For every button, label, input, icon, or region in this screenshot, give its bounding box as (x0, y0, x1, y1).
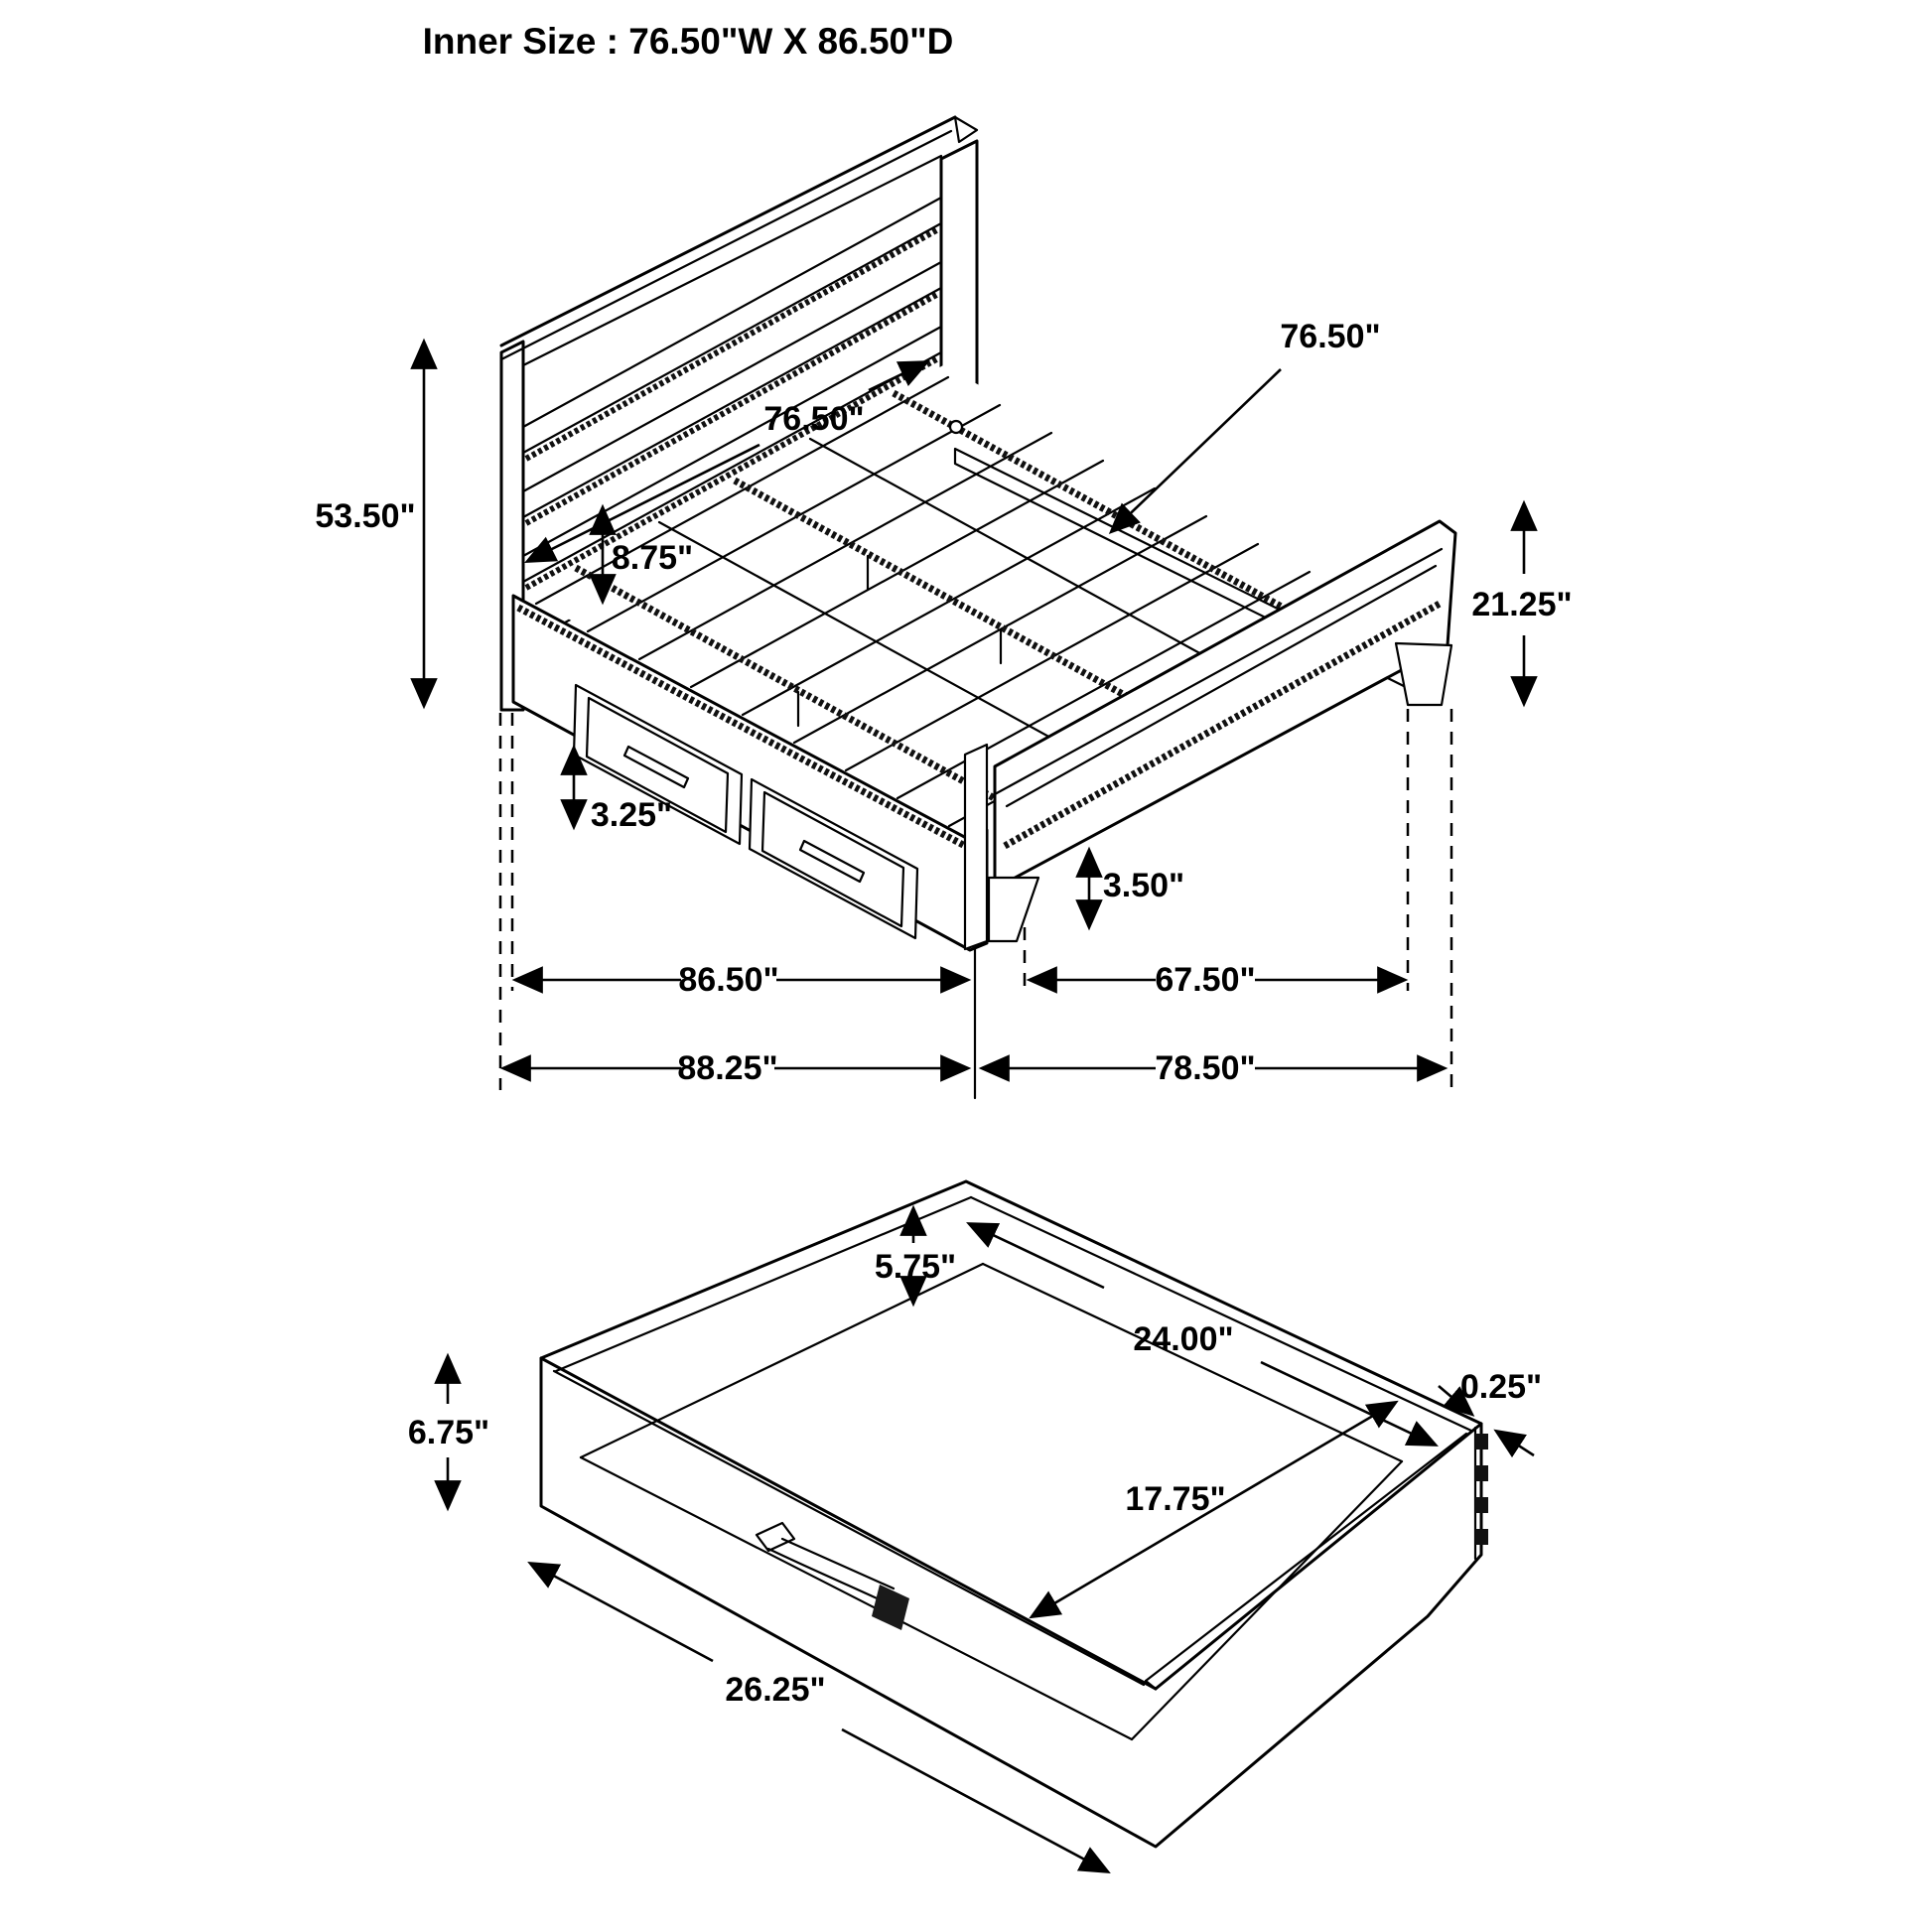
drawer-body (541, 1181, 1481, 1847)
dim-outer-depth-label: 88.25" (677, 1049, 778, 1087)
dim-drawer-inner-height-label: 5.75" (874, 1248, 957, 1286)
dim-leg-clearance (1089, 851, 1184, 926)
bed-frame-diagram (315, 117, 1572, 1098)
dim-foot-outer-width (983, 1049, 1444, 1087)
dim-foot-inner-width (1031, 961, 1404, 999)
dim-foot-inner-width-label: 67.50" (1155, 961, 1256, 999)
dim-drawer-offset-label: 3.25" (590, 796, 673, 834)
dim-foot-outer-width-label: 78.50" (1155, 1049, 1256, 1087)
footboard-left-leg (989, 878, 1038, 941)
dim-leg-clearance-label: 3.50" (1102, 867, 1185, 904)
footboard-right-leg (1396, 643, 1451, 705)
dim-drawer-outer-width-label: 26.25" (725, 1671, 826, 1709)
corner-bolt (950, 421, 962, 433)
dim-rail-to-slat-label: 8.75" (611, 539, 694, 577)
dim-footboard-height (1471, 504, 1572, 703)
dim-outer-depth (504, 1049, 967, 1087)
dim-headboard-height-label: 53.50" (315, 497, 416, 535)
dim-inner-depth (516, 961, 967, 999)
storage-drawer-diagram (408, 1181, 1542, 1871)
dim-headboard-width-label: 76.50" (763, 400, 865, 438)
dim-drawer-outer-height-label: 6.75" (407, 1414, 490, 1451)
dim-footboard-height-label: 21.25" (1471, 586, 1573, 623)
dim-drawer-inner-width-label: 24.00" (1133, 1320, 1234, 1358)
page-title: Inner Size : 76.50"W X 86.50"D (422, 21, 954, 62)
dim-drawer-inner-depth-label: 17.75" (1125, 1480, 1226, 1518)
dim-wall-thickness-label: 0.25" (1459, 1368, 1543, 1406)
dim-inner-depth-label: 86.50" (678, 961, 779, 999)
footboard-corner-stile (965, 745, 987, 949)
dim-drawer-outer-height (408, 1357, 489, 1507)
dim-headboard-height (315, 343, 424, 705)
dim-slat-width-label: 76.50" (1280, 318, 1381, 355)
